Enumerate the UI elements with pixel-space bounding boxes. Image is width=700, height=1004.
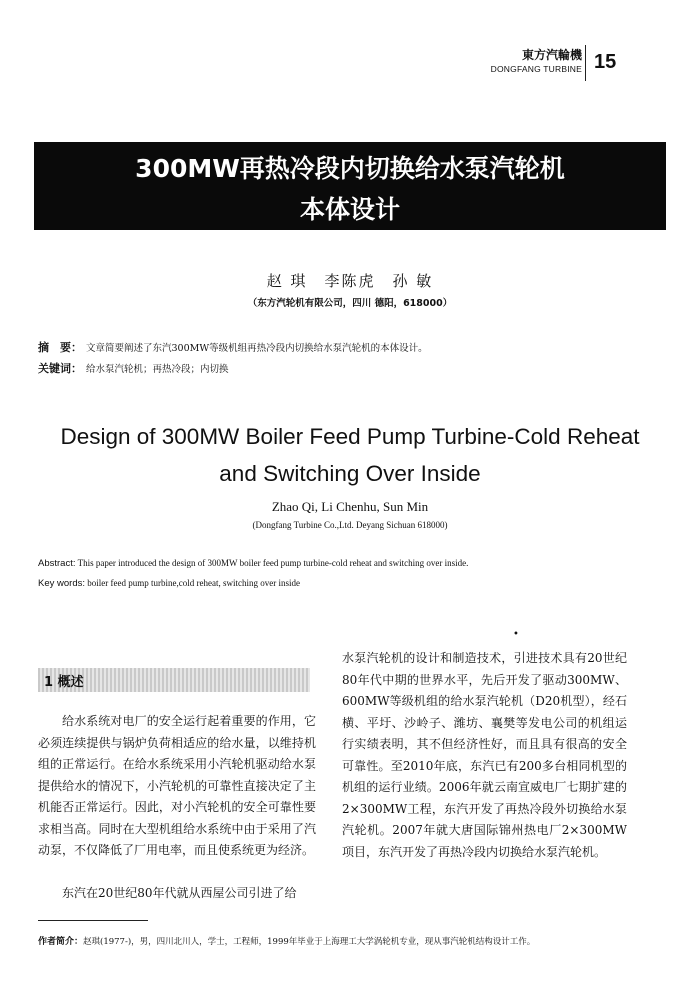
keywords-en-text: boiler feed pump turbine,cold reheat, switching over inside (85, 578, 300, 588)
author-footnote (38, 934, 535, 947)
abstract-en-label: Abstract: (38, 558, 76, 569)
journal-brand-cn: 東方汽輪機 (521, 48, 582, 62)
title-cn-line-1: 300MW再热冷段内切换给水泵汽轮机 (135, 154, 565, 183)
authors-en: Zhao Qi, Li Chenhu, Sun Min (271, 499, 429, 514)
abstract-cn-text: 文章简要阐述了东汽300MW等级机组再热冷段内切换给水泵汽轮机的本体设计。 (86, 343, 428, 354)
section-heading: 1 概述 (44, 675, 84, 690)
abstract-cn-label: 摘 要： (38, 341, 82, 354)
footnote-label: 作者简介： (38, 937, 84, 947)
body-paragraph-left-1: 给水系统对电厂的安全运行起着重要的作用，它必须连续提供与锅炉负荷相适应的给水量，以维持机组的正常运行。在给水系统采用小汽轮机驱动给水泵提供给水的情况下，小汽轮机的可靠性直接决定了主机能否正常运行。因此，对小汽轮机的安全可靠性要求相当高。同时在大型机组给水系统中由于采用了汽动泵，不仅降低了厂用电率，而且使系统更为经济。 (38, 714, 316, 857)
header-divider (585, 45, 586, 81)
dot-mark: • (513, 629, 519, 640)
affiliation-en: (Dongfang Turbine Co.,Ltd. Deyang Sichuan 618000) (252, 520, 448, 530)
title-en-line-2: and Switching Over Inside (219, 461, 481, 486)
title-cn-line-2: 本体设计 (299, 195, 400, 224)
keywords-cn-text: 给水泵汽轮机；再热冷段；内切换 (86, 364, 229, 375)
abstract-en (38, 558, 468, 569)
authors-cn: 赵 琪 李陈虎 孙 敏 (266, 272, 434, 290)
journal-brand-en: DONGFANG TURBINE (490, 64, 582, 74)
body-paragraph-right-1: 水泵汽轮机的设计和制造技术，引进技术具有20世纪80年代中期的世界水平，先后开发了驱动300MW、600MW等级机组的给水泵汽轮机（D20机型），经石横、平圩、沙岭子、潍坊、襄樊等发电公司的机组运行实绩表明，其不但经济性好，而且具有很高的安全可靠性。至2010年底，东汽已有200多台相同机型的机组的运行业绩。2006年就云南宣威电厂七期扩建的2×300MW工程，东汽开发了再热冷段外切换给水泵汽轮机。2007年就大唐国际锦州热电厂2×300MW项目，东汽开发了再热冷段内切换给水泵汽轮机。 (342, 651, 627, 859)
page-number: 15 (594, 51, 617, 73)
keywords-cn (38, 360, 229, 376)
keywords-en (38, 578, 300, 589)
title-en-line-1: Design of 300MW Boiler Feed Pump Turbine-Cold Reheat (60, 424, 640, 449)
abstract-en-text: This paper introduced the design of 300MW boiler feed pump turbine-cold reheat and switching over inside. (75, 558, 469, 568)
footnote-divider (38, 920, 148, 921)
keywords-en-label: Key words: (38, 578, 85, 589)
abstract-cn (38, 339, 428, 355)
keywords-cn-label: 关键词： (38, 362, 82, 375)
affiliation-cn: （东方汽轮机有限公司，四川 德阳，618000） (247, 298, 453, 309)
footnote-text: 赵琪(1977-)，男，四川北川人，学士，工程师，1999年毕业于上海理工大学涡轮机专业，现从事汽轮机结构设计工作。 (83, 937, 536, 947)
body-paragraph-left-2: 东汽在20世纪80年代就从西屋公司引进了给 (62, 886, 297, 900)
